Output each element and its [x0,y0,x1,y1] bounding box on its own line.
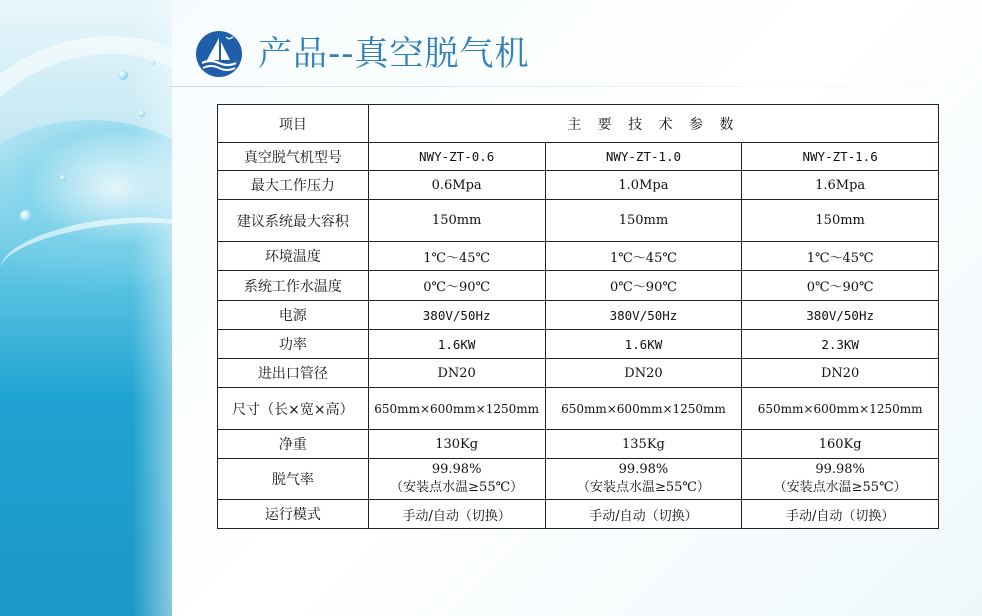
table-header-row [218,105,939,143]
table-row [218,330,939,359]
row-label: 进出口管径 [218,359,369,388]
row-value: 650mm×600mm×1250mm [368,388,545,430]
row-value: 150mm [545,200,742,242]
degassing-rate: 99.98% [815,462,865,477]
table-row [218,388,939,430]
row-label: 尺寸（长×宽×高） [218,388,369,430]
row-value [545,459,742,500]
title-divider [170,86,982,87]
table-row [218,459,939,500]
row-value: 1.0Mpa [545,171,742,200]
row-value: 1℃～45℃ [742,242,939,271]
degassing-rate: 99.98% [618,462,669,477]
table-row [218,359,939,388]
degassing-note: （安装点水温≥55℃） [390,480,524,495]
row-value: 135Kg [545,430,742,459]
row-value: 1.6KW [545,330,742,359]
table-row [218,301,939,330]
row-value: 1.6Mpa [742,171,939,200]
water-drop [118,70,128,80]
row-value: DN20 [742,359,939,388]
degassing-note: （安装点水温≥55℃） [576,480,710,495]
row-value: 手动/自动（切换） [742,500,939,529]
degassing-rate: 99.98% [431,462,482,477]
row-label: 净重 [218,430,369,459]
row-value: NWY-ZT-1.0 [545,143,742,171]
row-value: 380V/50Hz [368,301,545,330]
row-value: 650mm×600mm×1250mm [742,388,939,430]
row-value: 0℃～90℃ [368,271,545,301]
row-value [368,459,545,500]
row-value: 1℃～45℃ [545,242,742,271]
degassing-note: （安装点水温≥55℃） [773,480,907,495]
row-value: 2.3KW [742,330,939,359]
table-row [218,171,939,200]
table-row [218,143,939,171]
table-row [218,200,939,242]
row-value: DN20 [368,359,545,388]
row-value: 手动/自动（切换） [368,500,545,529]
sailboat-wave-logo-icon [195,30,243,78]
row-value: 380V/50Hz [742,301,939,330]
row-value: 150mm [742,200,939,242]
row-label: 脱气率 [218,459,369,500]
table-row [218,500,939,529]
row-label: 真空脱气机型号 [218,143,369,171]
water-drop [20,210,32,222]
strip-fade [132,0,172,616]
row-value: 1.6KW [368,330,545,359]
row-value [742,459,939,500]
row-value: 130Kg [368,430,545,459]
row-label: 系统工作水温度 [218,271,369,301]
row-label: 运行模式 [218,500,369,529]
water-splash-decoration [0,0,172,616]
row-label: 建议系统最大容积 [218,200,369,242]
row-value: 160Kg [742,430,939,459]
row-value: 手动/自动（切换） [545,500,742,529]
row-label: 环境温度 [218,242,369,271]
table-row [218,242,939,271]
header-item-cell: 项目 [218,105,369,143]
row-value: 150mm [368,200,545,242]
row-label: 电源 [218,301,369,330]
row-value: NWY-ZT-0.6 [368,143,545,171]
table-row [218,271,939,301]
page-title: 产品--真空脱气机 [258,34,530,74]
row-value: 650mm×600mm×1250mm [545,388,742,430]
row-value: 1℃～45℃ [368,242,545,271]
table-row [218,430,939,459]
water-drop [60,175,66,181]
spec-table [217,104,939,529]
row-value: 0.6Mpa [368,171,545,200]
row-label: 最大工作压力 [218,171,369,200]
row-value: 0℃～90℃ [742,271,939,301]
row-label: 功率 [218,330,369,359]
row-value: 0℃～90℃ [545,271,742,301]
row-value: DN20 [545,359,742,388]
row-value: NWY-ZT-1.6 [742,143,939,171]
header-params-cell: 主 要 技 术 参 数 [368,105,938,143]
row-value: 380V/50Hz [545,301,742,330]
